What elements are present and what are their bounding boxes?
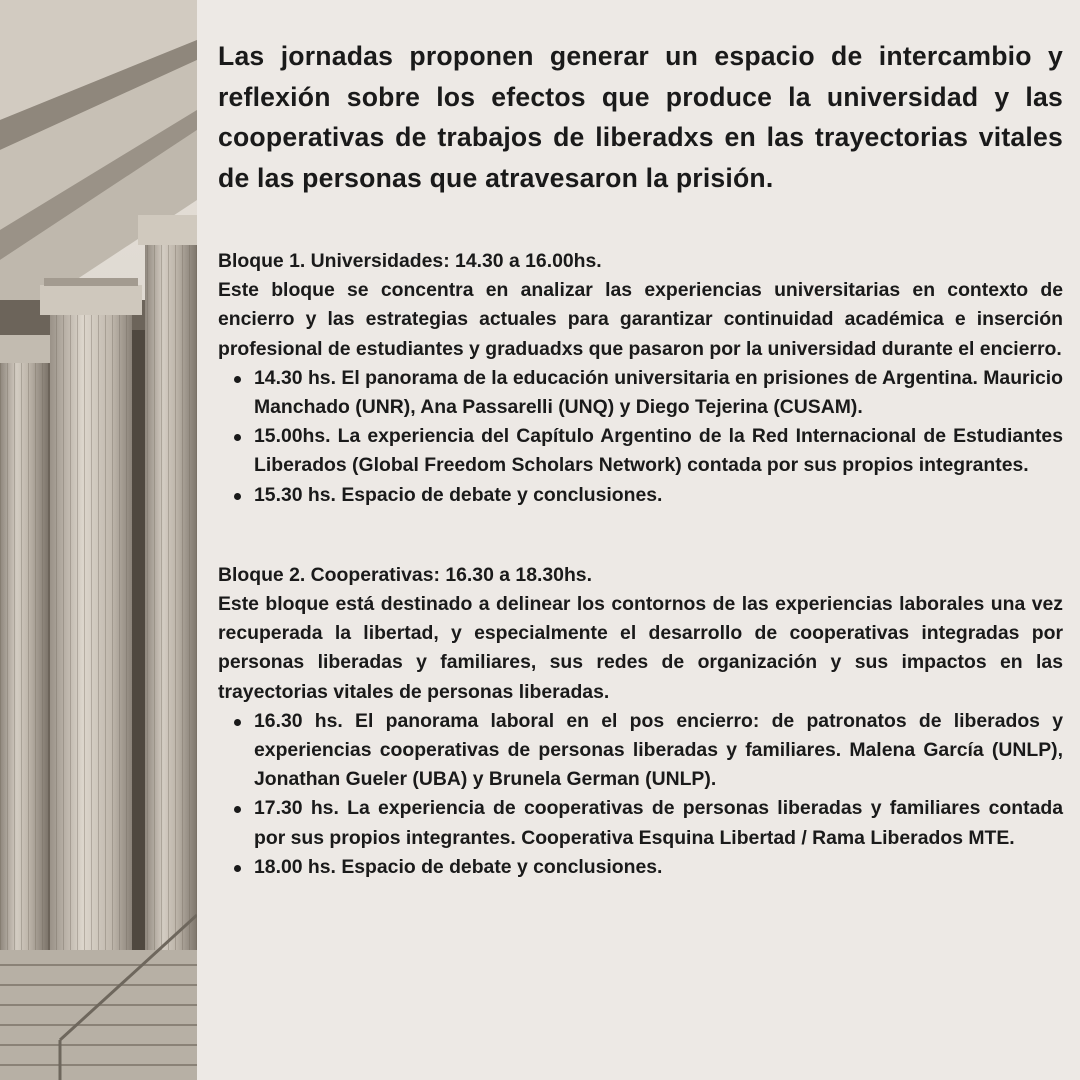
block-universidades <box>218 247 1063 510</box>
building-columns-photo <box>0 0 197 1080</box>
list-item: 15.30 hs. Espacio de debate y conclusiones. <box>254 481 1063 510</box>
schedule-list <box>218 707 1063 882</box>
list-item: 18.00 hs. Espacio de debate y conclusiones. <box>254 853 1063 882</box>
block-description: Este bloque se concentra en analizar las experiencias universitarias en contexto de encierro y las estrategias actuales para garantizar continuidad académica e inserción profesional de estudiantes y graduadxs que pasaron por la universidad durante el encierro. <box>218 279 1063 360</box>
block-cooperativas <box>218 561 1063 882</box>
block-title: Bloque 1. Universidades: 14.30 a 16.00hs. <box>218 250 602 272</box>
text-panel <box>218 36 1063 882</box>
intro-paragraph: Las jornadas proponen generar un espacio de intercambio y reflexión sobre los efectos que produce la universidad y las cooperativas de trabajos de liberadxs en las trayectorias vitales de las personas que atravesaron la prisión. <box>218 41 1063 193</box>
list-item: 17.30 hs. La experiencia de cooperativas de personas liberadas y familiares contada por sus propios integrantes. Cooperativa Esquina Libertad / Rama Liberados MTE. <box>254 794 1063 852</box>
list-item: 14.30 hs. El panorama de la educación universitaria en prisiones de Argentina. Mauricio Manchado (UNR), Ana Passarelli (UNQ) y Diego Tejerina (CUSAM). <box>254 364 1063 422</box>
list-item: 16.30 hs. El panorama laboral en el pos encierro: de patronatos de liberados y experiencias cooperativas de personas liberadas y familiares. Malena García (UNLP), Jonathan Gueler (UBA) y Brunela German (UNLP). <box>254 707 1063 795</box>
block-title: Bloque 2. Cooperativas: 16.30 a 18.30hs. <box>218 563 592 586</box>
list-item: 15.00hs. La experiencia del Capítulo Argentino de la Red Internacional de Estudiantes Liberados (Global Freedom Scholars Network) contada por sus propios integrantes. <box>254 422 1063 480</box>
block-description: Este bloque está destinado a delinear los contornos de las experiencias laborales una vez recuperada la libertad, y especialmente el desarrollo de cooperativas integradas por personas liberadas y familiares, sus redes de organización y sus impactos en las trayectorias vitales de personas liberadas. <box>218 593 1063 703</box>
schedule-list <box>218 364 1063 510</box>
